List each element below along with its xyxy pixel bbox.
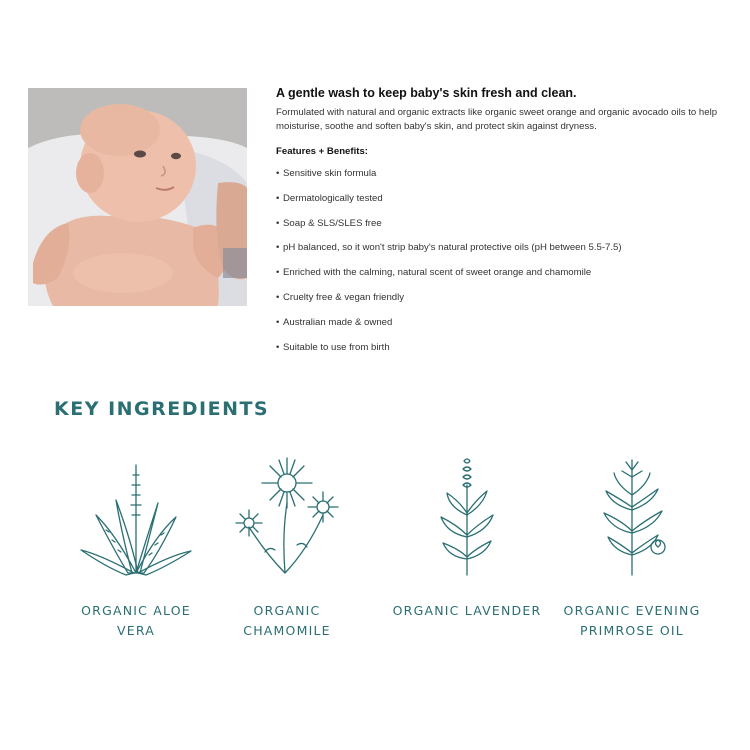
product-headline: A gentle wash to keep baby's skin fresh and clean. xyxy=(276,86,577,100)
feature-item: • pH balanced, so it won't strip baby's natural protective oils (pH between 5.5-7.5) xyxy=(276,242,622,254)
feature-item: • Cruelty free & vegan friendly xyxy=(276,291,405,303)
feature-item: • Australian made & owned xyxy=(276,316,393,328)
product-description xyxy=(276,86,746,365)
feature-item: • Suitable to use from birth xyxy=(276,341,390,353)
ingredient-chamomile xyxy=(202,455,372,638)
feature-item: • Dermatologically tested xyxy=(276,192,383,204)
ingredient-label: ORGANIC EVENING PRIMROSE OIL xyxy=(563,603,701,638)
feature-item: • Soap & SLS/SLES free xyxy=(276,217,382,229)
ingredient-label: ORGANIC LAVENDER xyxy=(392,603,542,618)
features-list xyxy=(276,167,746,365)
ingredient-evening-primrose xyxy=(547,455,717,638)
ingredient-lavender xyxy=(382,455,552,618)
aloe-vera-icon xyxy=(76,455,196,580)
feature-item: • Sensitive skin formula xyxy=(276,168,377,179)
chamomile-icon xyxy=(227,455,347,580)
feature-item: • Enriched with the calming, natural scent of sweet orange and chamomile xyxy=(276,267,592,279)
product-intro: Formulated with natural and organic extracts like organic sweet orange and organic avocado oils to help moisturise, soothe and soften baby's skin, and protect skin against dryness. xyxy=(276,107,718,132)
evening-primrose-icon xyxy=(572,455,692,580)
baby-photo xyxy=(28,88,247,306)
ingredient-label: ORGANIC ALOE VERA xyxy=(81,603,191,638)
ingredient-aloe-vera xyxy=(51,455,221,638)
key-ingredients-title: KEY INGREDIENTS xyxy=(54,398,270,420)
features-title: Features + Benefits: xyxy=(276,146,368,157)
lavender-icon xyxy=(407,455,527,580)
ingredient-label: ORGANIC CHAMOMILE xyxy=(243,603,331,638)
